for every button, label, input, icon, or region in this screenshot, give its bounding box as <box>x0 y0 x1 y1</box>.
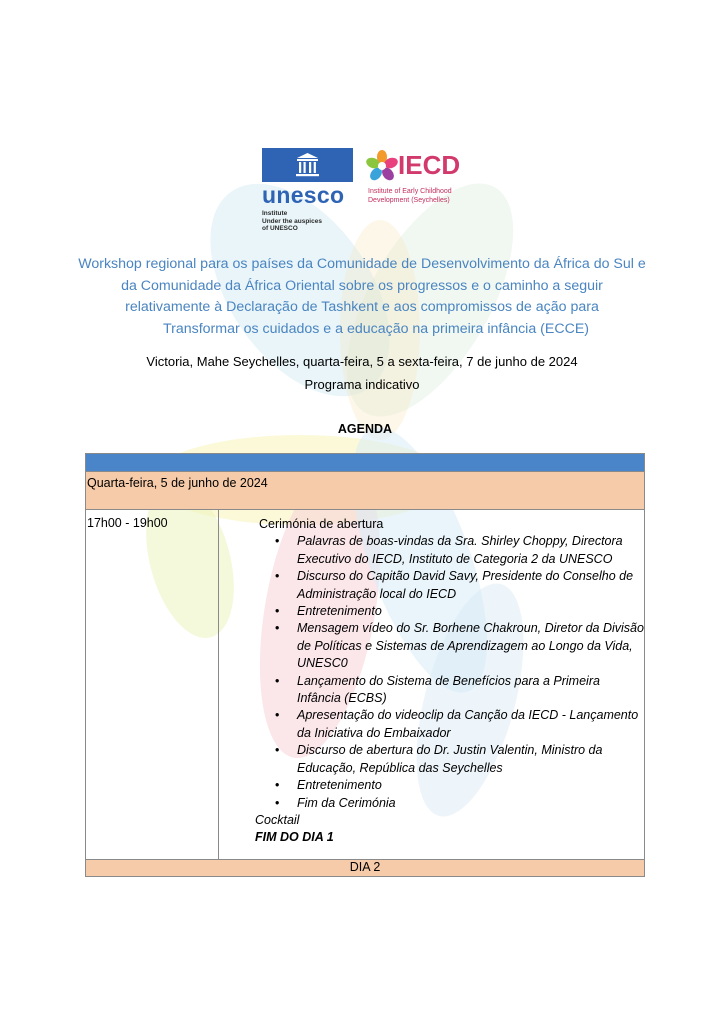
title-line: Transformar os cuidados e a educação na primeira infância (ECCE) <box>162 320 590 337</box>
day2-row <box>86 860 645 877</box>
workshop-title <box>70 254 654 340</box>
temple-icon <box>262 148 353 182</box>
list-item: • Entretenimento <box>297 603 644 620</box>
location-dates: Victoria, Mahe Seychelles, quarta-feira, 5 a sexta-feira, 7 de junho de 2024 <box>146 354 578 369</box>
iecd-wordmark: IECD <box>398 150 461 180</box>
end-of-day-label: FIM DO DIA 1 <box>255 830 334 845</box>
session-title: Cerimónia de abertura <box>259 517 384 531</box>
list-item: • Fim da Cerimónia <box>297 795 644 812</box>
header-bar-cell <box>86 454 645 472</box>
unesco-wordmark: unesco <box>262 182 345 208</box>
list-item: • Discurso de abertura do Dr. Justin Valentin, Ministro da Educação, República das Seychelles <box>297 742 644 777</box>
unesco-temple-badge <box>262 148 353 182</box>
iecd-sub-line: Institute of Early Childhood <box>368 188 452 195</box>
title-line: da Comunidade da África Oriental sobre os progressos e o caminho a seguir <box>121 277 603 294</box>
title-line: relativamente à Declaração de Tashkent e aos compromissos de ação para <box>125 299 599 315</box>
list-item: • Mensagem vídeo do Sr. Borhene Chakroun, Diretor da Divisão de Políticas e Sistemas de Aprendizagem ao Longo da Vida, UNESC0 <box>297 620 644 672</box>
list-item: • Entretenimento <box>297 777 644 794</box>
session-time: 17h00 - 19h00 <box>86 510 219 860</box>
agenda-heading: AGENDA <box>337 422 393 436</box>
unesco-subtitle <box>262 210 322 233</box>
unesco-logo <box>262 148 356 238</box>
day2-label: DIA 2 <box>86 860 645 877</box>
title-line: Workshop regional para os países da Comunidade de Desenvolvimento da África do Sul e <box>78 256 646 272</box>
list-item: • Palavras de boas-vindas da Sra. Shirley Choppy, Directora Executivo do IECD, Instituto de Categoria 2 da UNESCO <box>297 533 644 568</box>
unesco-sub-line: Institute <box>262 210 288 217</box>
day1-heading: Quarta-feira, 5 de junho de 2024 <box>86 472 645 510</box>
iecd-sub-line: Development (Seychelles) <box>368 197 450 204</box>
flower-icon <box>366 150 398 182</box>
list-item: • Lançamento do Sistema de Benefícios para a Primeira Infância (ECBS) <box>297 673 644 708</box>
session-program <box>219 510 645 860</box>
session-row <box>86 510 645 860</box>
iecd-subtitle <box>368 187 452 205</box>
agenda-table <box>85 453 645 877</box>
day1-heading-row <box>86 472 645 510</box>
list-item: • Discurso do Capitão David Savy, Presidente do Conselho de Administração local do IECD <box>297 568 644 603</box>
list-item: • Apresentação do videoclip da Canção da IECD - Lançamento da Iniciativa do Embaixador <box>297 707 644 742</box>
unesco-sub-line: Under the auspices <box>262 217 322 225</box>
unesco-sub-line: of UNESCO <box>262 225 298 233</box>
cocktail-label: Cocktail <box>255 812 300 827</box>
table-header-bar <box>86 454 645 472</box>
program-label: Programa indicativo <box>304 377 420 392</box>
iecd-logo <box>364 148 474 208</box>
session-items-list <box>255 533 644 812</box>
